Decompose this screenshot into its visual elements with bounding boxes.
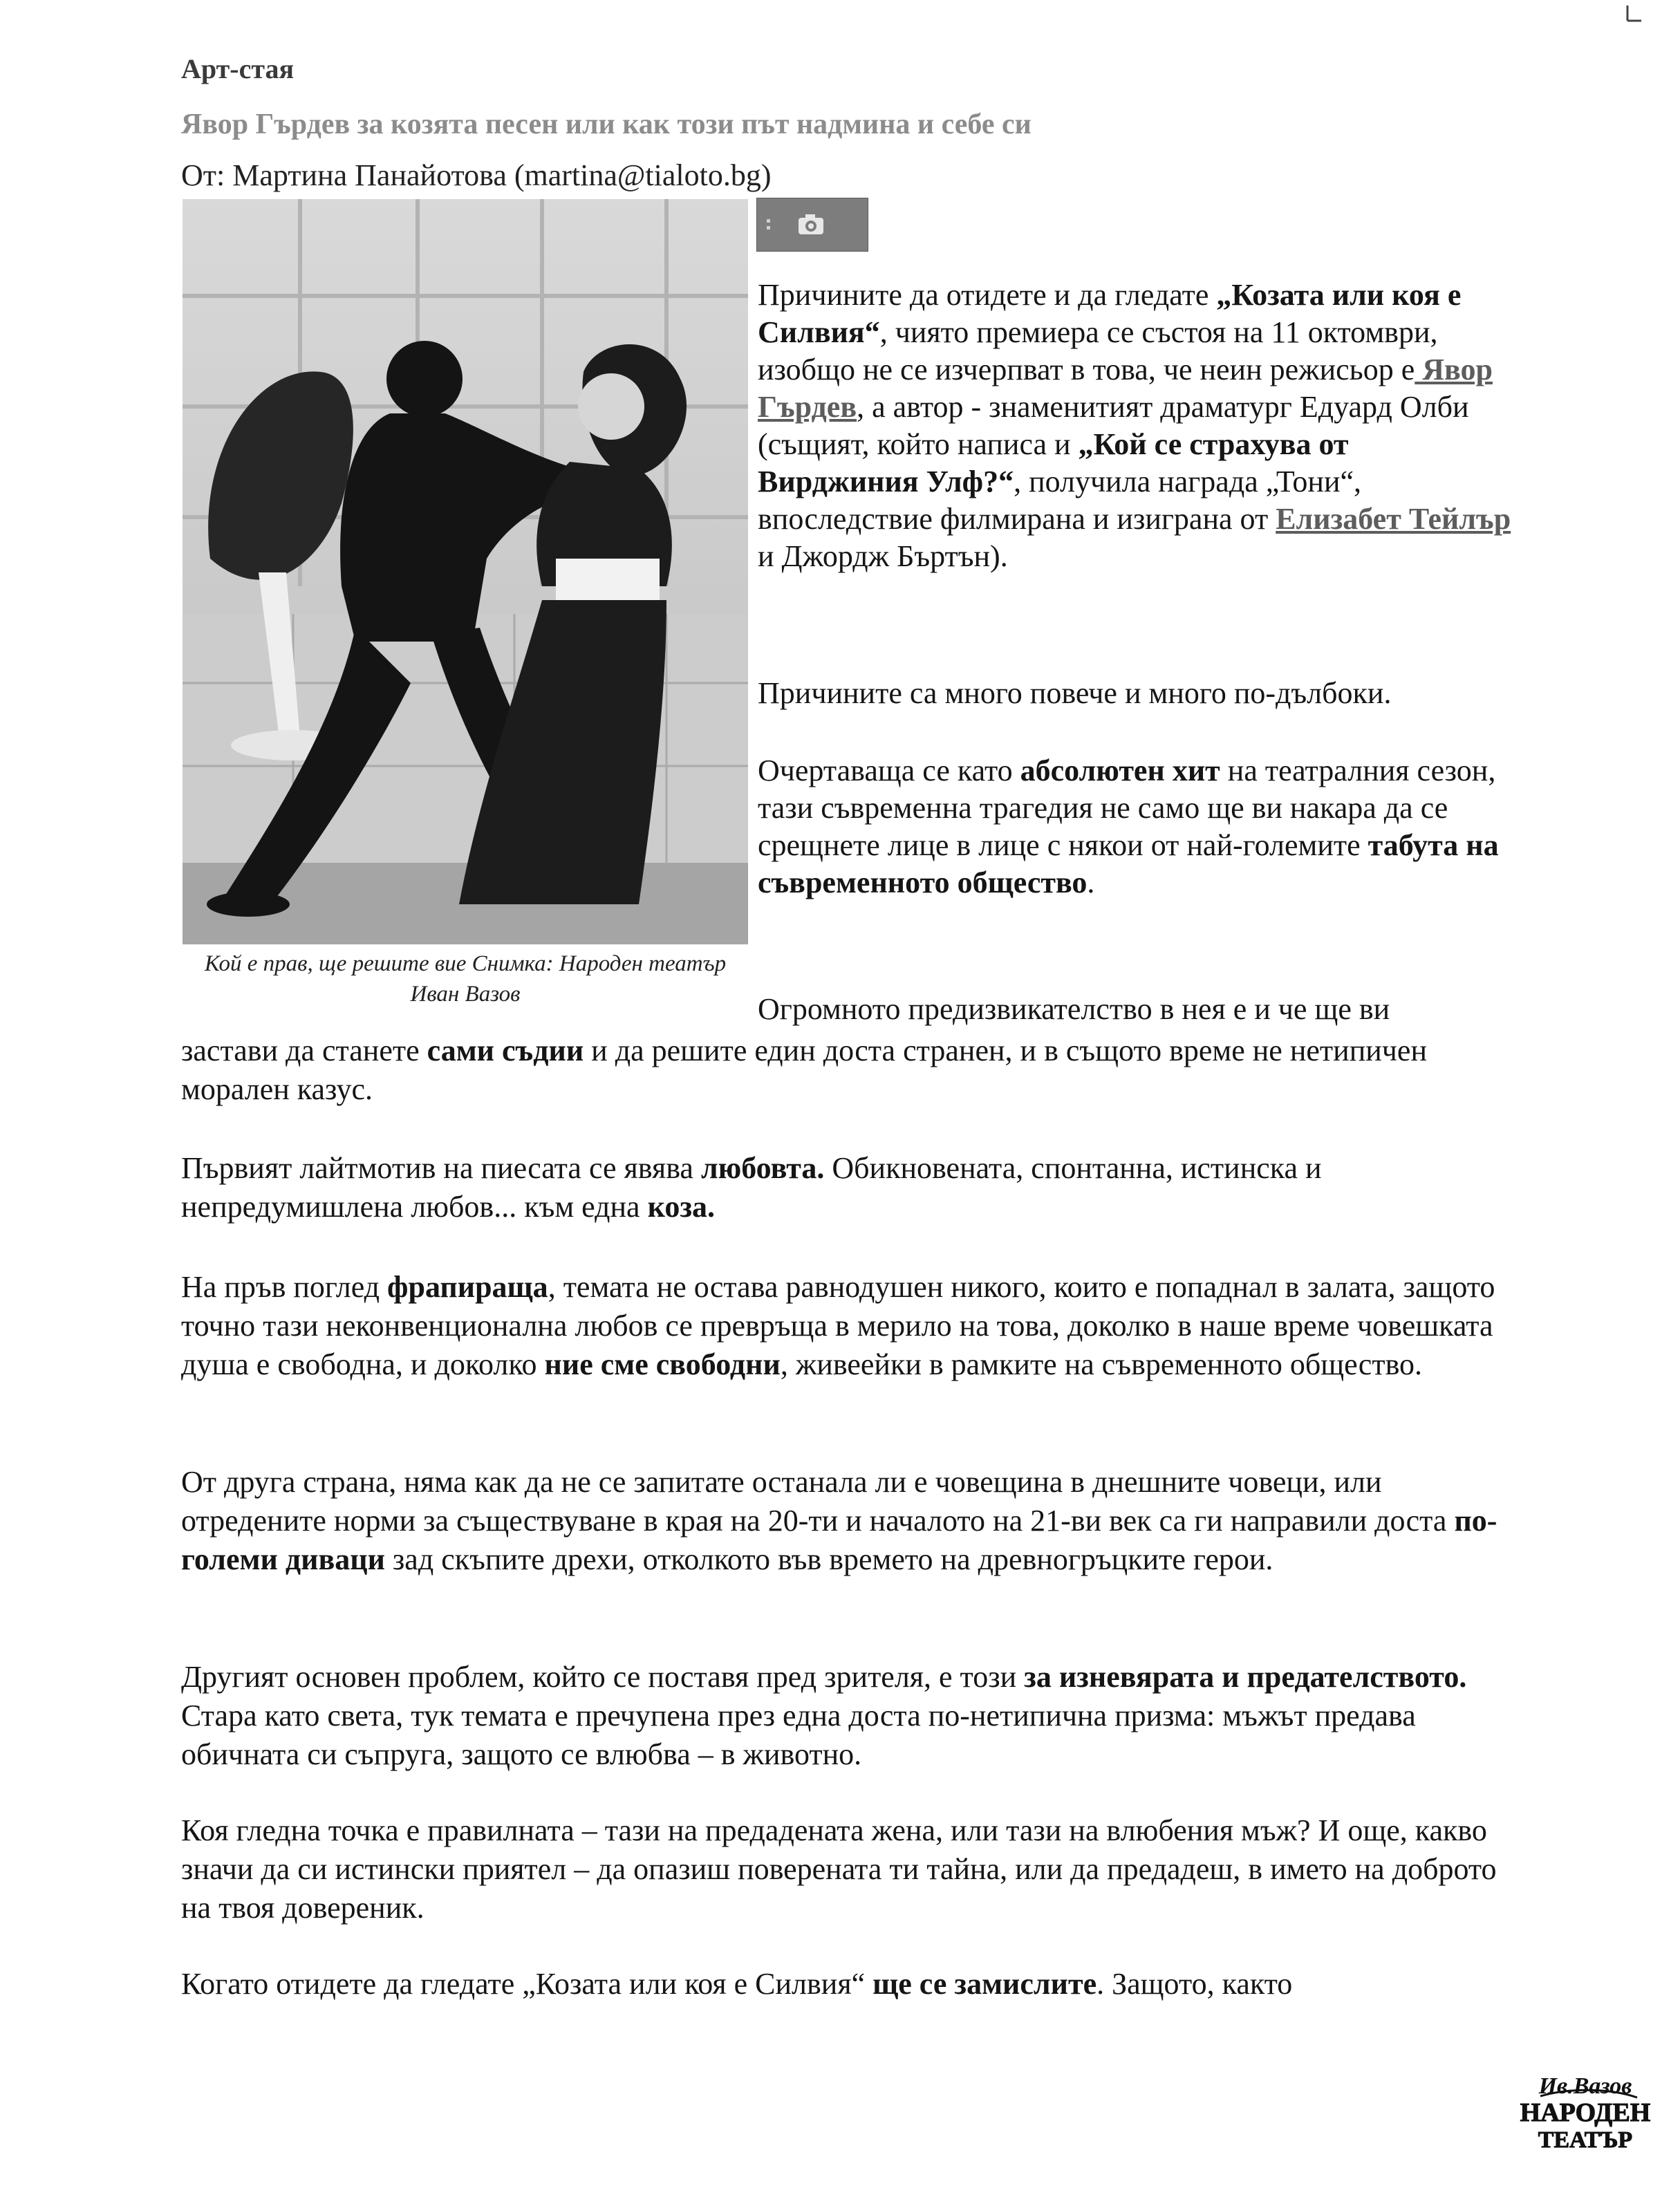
article-paragraph-10: Когато отидете да гледате „Козата или коя е Силвия“ ще се замислите. Защото, както bbox=[181, 1967, 1293, 2001]
article-paragraph-3: Очертаваща се като абсолютен хит на театралния сезон, тази съвременна трагедия не само ще ви накара да се срещнете лице в лице с някои от най-големите табута на съвременното общество. bbox=[758, 754, 1499, 899]
article-paragraph-2: Причините са много повече и много по-дълбоки. bbox=[758, 676, 1392, 710]
article-paragraph-9: Коя гледна точка е правилната – тази на предадената жена, или тази на влюбения мъж? И още, какво значи да си истински приятел – да опазиш поверената ти тайна, или да предадеш, в името на доброто на твоя довереник. bbox=[181, 1813, 1497, 1925]
article-byline: От: Мартина Панайотова (martina@tialoto.bg) bbox=[181, 158, 772, 192]
national-theatre-logo bbox=[1520, 2049, 1651, 2180]
article-paragraph-5: Първият лайтмотив на пиесата се явява любовта. Обикновената, спонтанна, истинска и непредумишлена любов... към една коза. bbox=[181, 1151, 1322, 1224]
link-yavor-gardev[interactable]: Явор Гърдев bbox=[758, 353, 1493, 424]
scan-corner-mark bbox=[1626, 4, 1643, 22]
play-title: „Козата или коя е Силвия“ bbox=[758, 278, 1462, 349]
article-headline[interactable]: Явор Гърдев за козята песен или как този път надмина и себе си bbox=[181, 109, 1032, 140]
article-paragraph-4-lead: Огромното предизвикателство в нея е и че ще ви bbox=[758, 992, 1390, 1026]
section-label: Арт-стая bbox=[181, 53, 295, 84]
photo-caption: Кой е прав, ще решите вие Снимка: Народен театър Иван Вазов bbox=[204, 951, 727, 1007]
article-photo bbox=[183, 199, 748, 944]
article-paragraph-4: застави да станете сами съдии и да решите един доста странен, и в същото време не нетипичен морален казус. bbox=[181, 1034, 1427, 1106]
article-paragraph-7: От друга страна, няма как да не се запитате останала ли е човещина в днешните човеци, или отредените норми за съществуване в края на 20-ти и началото на 21-ви век са ги направили доста по-големи диваци зад скъпите дрехи, отколкото във времето на древногръцките герои. bbox=[181, 1465, 1497, 1576]
camera-icon bbox=[757, 198, 868, 251]
article-paragraph-6: На пръв поглед фрапираща, темата не остава равнодушен никого, които е попаднал в залата, защото точно тази неконвенционална любов се превръща в мерило на това, доколко в наше време човешката душа е свободна, и доколко ние сме свободни, живеейки в рамките на съвременното общество. bbox=[181, 1270, 1495, 1381]
logo-signature: Ив.Вазов bbox=[1538, 2073, 1632, 2099]
link-elizabeth-taylor[interactable]: Елизабет Тейлър bbox=[1276, 502, 1511, 536]
article-paragraph-1: Причините да отидете и да гледате „Козата или коя е Силвия“, чиято премиера се състоя на 11 октомври, изобщо не се изчерпват в това, че неин режисьор е Явор Гърдев, а автор - знаменитият драматург Едуард Олби (същият, който написа и „Кой се страхува от Вирджиния Улф?“, получила награда „Тони“, впоследствие филмирана и изиграна от Елизабет Тейлър и Джордж Бъртън). bbox=[758, 278, 1511, 573]
play-title-virginia-woolf: „Кой се страхува от Вирджиния Улф?“ bbox=[758, 427, 1349, 498]
logo-line-1: НАРОДЕН bbox=[1520, 2098, 1651, 2127]
article-paragraph-8: Другият основен проблем, който се поставя пред зрителя, е този за изневярата и предателството. Стара като света, тук темата е пречупена през една доста по-нетипична призма: мъжът предава обичната си съпруга, защото се влюбва – в животно. bbox=[181, 1660, 1467, 1771]
logo-line-2: ТЕАТЪР bbox=[1538, 2127, 1633, 2153]
photo-gallery-button[interactable] bbox=[756, 198, 868, 252]
